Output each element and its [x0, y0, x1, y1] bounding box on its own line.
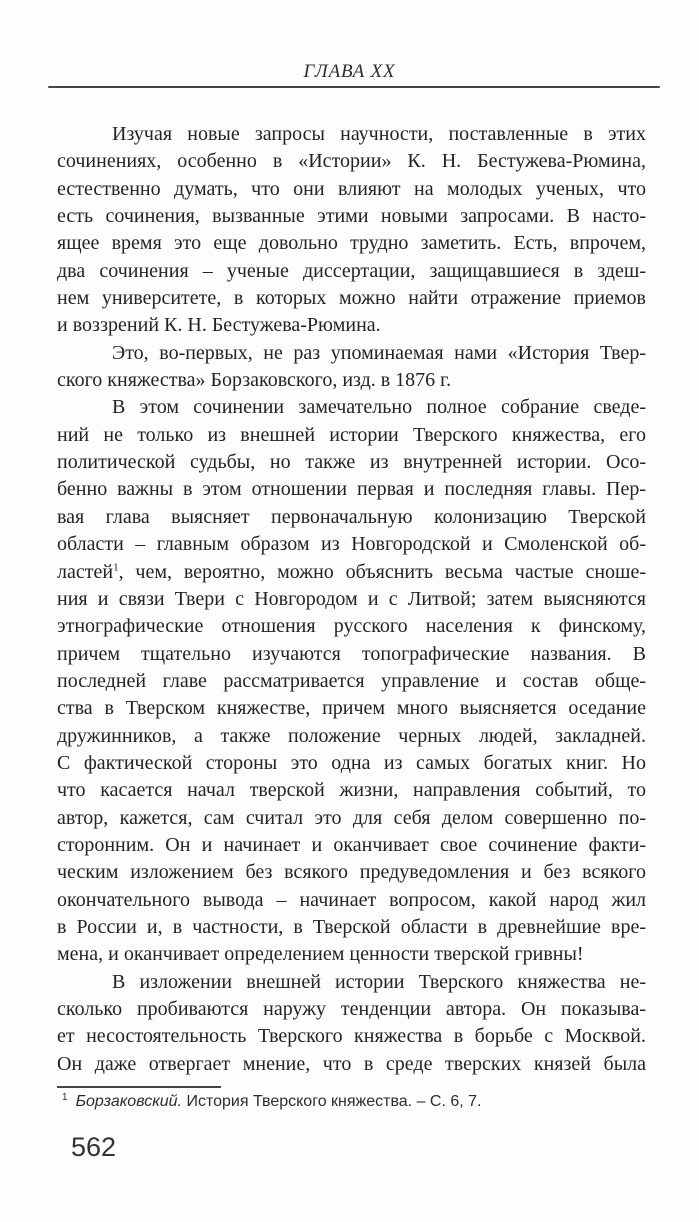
- text-line: ческим изложением без всякого предуведомления и без всякого: [57, 861, 646, 884]
- text-line: сочинениях, особенно в «Истории» К. Н. Бестужева-Рюмина,: [57, 150, 646, 173]
- running-header: ГЛАВА XX: [303, 61, 396, 82]
- text-line: два сочинения – ученые диссертации, защищавшиеся в здеш-: [57, 259, 646, 282]
- text-line: вая глава выясняет первоначальную колонизацию Тверской: [57, 505, 646, 528]
- text-line: ящее время это еще довольно трудно заметить. Есть, впрочем,: [57, 232, 646, 255]
- text-line: последней главе рассматривается управление и состав обще-: [57, 669, 646, 692]
- text-line: сторонним. Он и начинает и оканчивает свое сочинение факти-: [57, 833, 646, 856]
- text-line: Изучая новые запросы научности, поставленные в этих: [112, 123, 646, 145]
- text-line: бенно важны в этом отношении первая и последняя главы. Пер-: [57, 478, 646, 501]
- text-line: дружинников, а также положение черных людей, закладней.: [57, 724, 646, 747]
- text-line: причем тщательно изучаются топографические названия. В: [57, 642, 646, 665]
- text-line: С фактической стороны это одна из самых богатых книг. Но: [57, 751, 646, 774]
- text-line: ния и связи Твери с Новгородом и с Литвой; затем выясняются: [57, 587, 646, 610]
- text-line: В этом сочинении замечательно полное собрание сведе-: [112, 396, 646, 419]
- text-line: сколько пробиваются наружу тенденции автора. Он показыва-: [57, 998, 646, 1020]
- text-line: ства в Тверском княжестве, причем много выясняется оседание: [57, 697, 646, 720]
- text-line: В изложении внешней истории Тверского княжества не-: [112, 970, 646, 993]
- text-line: естественно думать, что они влияют на молодых ученых, что: [57, 177, 646, 200]
- text-line: этнографические отношения русского населения к финскому,: [57, 615, 646, 638]
- footnote-reference: 1: [113, 560, 119, 573]
- body-text: [57, 121, 646, 1078]
- text-line: нем университете, в которых можно найти отражение приемов: [57, 287, 646, 310]
- text-line: ластей$^1$, чем, вероятно, можно объяснить весьма частые сноше-: [57, 560, 646, 583]
- page-number: 562: [71, 1132, 117, 1162]
- text-line: области – главным образом из Новгородской и Смоленской об-: [57, 533, 646, 556]
- text-line: ет несостоятельность Тверского княжества в борьбе с Москвой.: [57, 1025, 646, 1048]
- text-line: есть сочинения, вызванные этими новыми запросами. В насто-: [57, 205, 646, 228]
- footnote-author: Борзаковский.: [75, 1093, 182, 1110]
- text-line: Это, во-первых, не раз упоминаемая нами «История Твер-: [112, 341, 646, 364]
- text-line: ний не только из внешней истории Тверского княжества, его: [57, 423, 646, 446]
- text-line: в России и, в частности, в Тверской области в древнейшие вре-: [57, 915, 646, 938]
- text-line: что касается начал тверской жизни, направления событий, то: [57, 779, 646, 802]
- header-rule: [48, 86, 660, 88]
- text-line: окончательного вывода – начинает вопросом, какой народ жил: [57, 888, 646, 911]
- footnote-text: История Тверского княжества. – С. 6, 7.: [182, 1093, 482, 1110]
- text-line: и воззрений К. Н. Бестужева-Рюмина.: [57, 314, 381, 337]
- text-line: Он даже отвергает мнение, что в среде тверских князей была: [57, 1052, 646, 1075]
- text-line: автор, кажется, сам считал это для себя делом совершенно по-: [57, 806, 646, 829]
- footnote-separator: [57, 1086, 221, 1088]
- footnote: [57, 1092, 637, 1112]
- footnote-marker: 1: [62, 1091, 68, 1103]
- text-line: политической судьбы, но также из внутренней истории. Осо-: [57, 451, 646, 474]
- text-line: ского княжества» Борзаковского, изд. в 1876 г.: [57, 369, 452, 392]
- text-line: мена, и оканчивает определением ценности тверской гривны!: [57, 943, 584, 966]
